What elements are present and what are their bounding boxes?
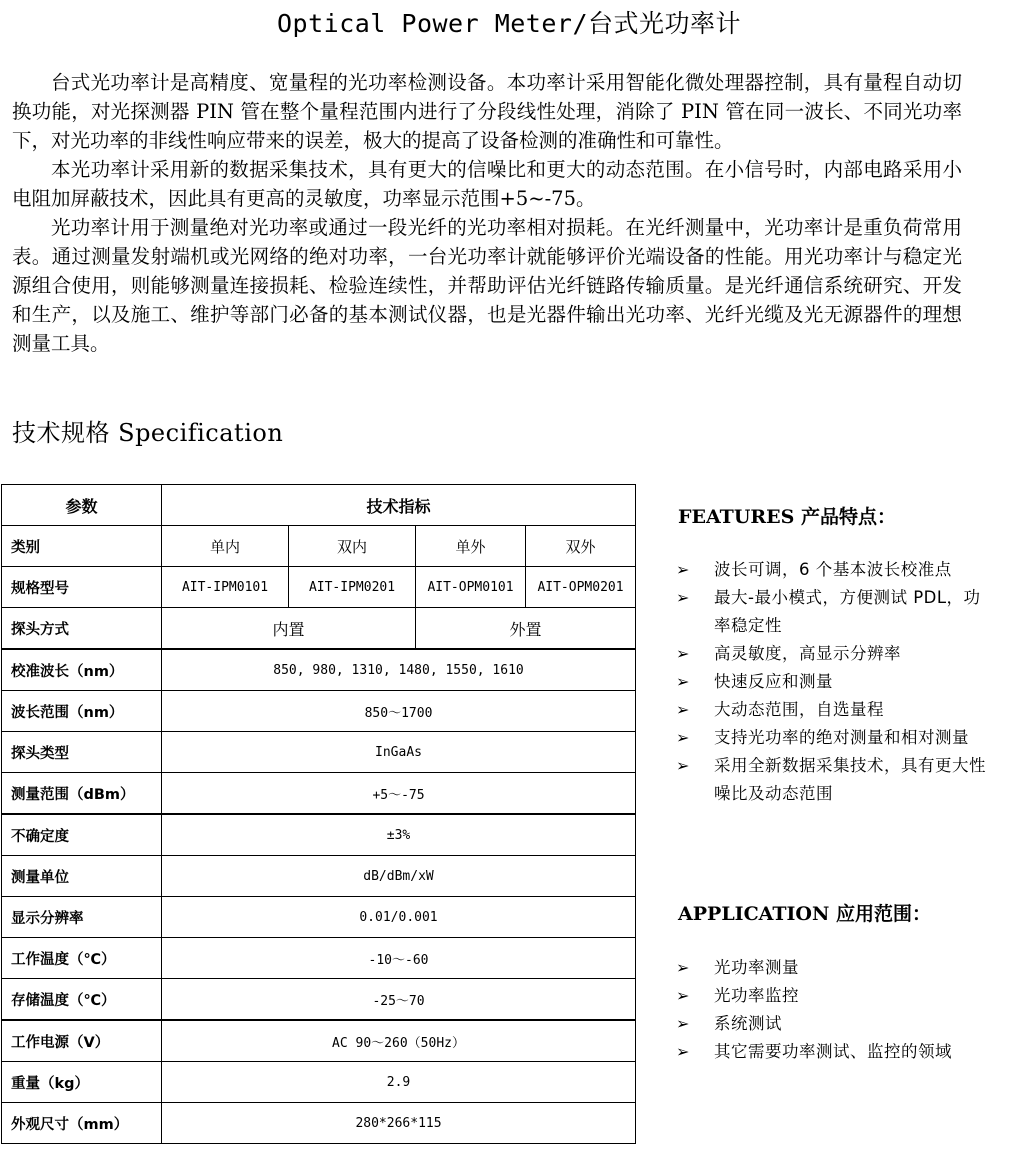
- probe-mode-cell: 内置: [162, 608, 416, 650]
- list-item: [676, 1010, 996, 1038]
- table-row: [2, 567, 636, 608]
- list-item: [676, 752, 996, 808]
- table-row: [2, 938, 636, 979]
- table-row: [2, 856, 636, 897]
- arrow-bullet-icon: ➢: [676, 700, 690, 719]
- arrow-bullet-icon: ➢: [676, 1014, 690, 1033]
- row-label: 类别: [2, 526, 162, 567]
- table-header-row: [2, 485, 636, 526]
- table-row: [2, 526, 636, 567]
- list-item-text: 光功率监控: [714, 986, 799, 1005]
- row-label: 存储温度（℃）: [2, 979, 162, 1021]
- list-item: [676, 724, 996, 752]
- list-item: [676, 556, 996, 584]
- arrow-bullet-icon: ➢: [676, 672, 690, 691]
- table-row: [2, 608, 636, 650]
- list-item: [676, 584, 996, 640]
- row-label: 显示分辨率: [2, 897, 162, 938]
- row-value: 850, 980, 1310, 1480, 1550, 1610: [162, 649, 636, 691]
- arrow-bullet-icon: ➢: [676, 1042, 690, 1061]
- row-value: 850～1700: [162, 691, 636, 732]
- list-item: [676, 696, 996, 724]
- list-item: [676, 1038, 996, 1066]
- row-value: +5～-75: [162, 773, 636, 815]
- row-value: 2.9: [162, 1062, 636, 1103]
- list-item-text: 支持光功率的绝对测量和相对测量: [714, 728, 969, 747]
- arrow-bullet-icon: ➢: [676, 958, 690, 977]
- model-cell: AIT-IPM0101: [162, 567, 289, 608]
- table-row: [2, 897, 636, 938]
- row-label: 规格型号: [2, 567, 162, 608]
- param-header: 参数: [2, 485, 162, 526]
- row-value: 0.01/0.001: [162, 897, 636, 938]
- row-label: 不确定度: [2, 814, 162, 856]
- category-cell: 单外: [416, 526, 526, 567]
- row-label: 探头方式: [2, 608, 162, 650]
- intro-paragraph: 台式光功率计是高精度、宽量程的光功率检测设备。本功率计采用智能化微处理器控制，具有量程自动切换功能，对光探测器 PIN 管在整个量程范围内进行了分段线性处理，消除了 PIN 管在同一波长、不同光功率下，对光功率的非线性响应带来的误差，极大的提高了设备检测的准确性和可靠性。: [12, 71, 962, 152]
- list-item-text: 系统测试: [714, 1014, 782, 1033]
- row-label: 工作温度（℃）: [2, 938, 162, 979]
- table-row: [2, 732, 636, 773]
- model-cell: AIT-IPM0201: [289, 567, 416, 608]
- table-row: [2, 649, 636, 691]
- list-item-text: 最大-最小模式，方便测试 PDL，功率稳定性: [714, 588, 981, 635]
- list-item: [676, 954, 996, 982]
- list-item: [676, 982, 996, 1010]
- intro-paragraph: 本光功率计采用新的数据采集技术，具有更大的信噪比和更大的动态范围。在小信号时，内部电路采用小电阻加屏蔽技术，因此具有更高的灵敏度，功率显示范围+5~-75。: [12, 158, 962, 210]
- table-row: [2, 1062, 636, 1103]
- arrow-bullet-icon: ➢: [676, 588, 690, 607]
- spec-table: [1, 484, 636, 1144]
- category-cell: 单内: [162, 526, 289, 567]
- row-value: dB/dBm/xW: [162, 856, 636, 897]
- list-item-text: 采用全新数据采集技术，具有更大性噪比及动态范围: [714, 756, 986, 803]
- list-item: [676, 640, 996, 668]
- row-label: 重量（kg）: [2, 1062, 162, 1103]
- arrow-bullet-icon: ➢: [676, 728, 690, 747]
- arrow-bullet-icon: ➢: [676, 986, 690, 1005]
- row-label: 外观尺寸（mm）: [2, 1103, 162, 1144]
- list-item: [676, 668, 996, 696]
- row-label: 工作电源（V）: [2, 1020, 162, 1062]
- probe-mode-cell: 外置: [416, 608, 636, 650]
- row-value: AC 90～260（50Hz）: [162, 1020, 636, 1062]
- category-cell: 双外: [526, 526, 636, 567]
- table-row: [2, 773, 636, 815]
- intro-text: [12, 68, 962, 358]
- table-row: [2, 1020, 636, 1062]
- table-row: [2, 1103, 636, 1144]
- spec-header: 技术指标: [162, 485, 636, 526]
- list-item-text: 快速反应和测量: [714, 672, 833, 691]
- row-value: InGaAs: [162, 732, 636, 773]
- list-item-text: 大动态范围，自选量程: [714, 700, 884, 719]
- row-value: 280*266*115: [162, 1103, 636, 1144]
- row-value: -10～-60: [162, 938, 636, 979]
- category-cell: 双内: [289, 526, 416, 567]
- list-item-text: 其它需要功率测试、监控的领域: [714, 1042, 952, 1061]
- application-heading: APPLICATION 应用范围：: [678, 903, 931, 925]
- list-item-text: 光功率测量: [714, 958, 799, 977]
- model-cell: AIT-OPM0201: [526, 567, 636, 608]
- spec-section-title: 技术规格 Specification: [12, 419, 284, 447]
- row-label: 测量范围（dBm）: [2, 773, 162, 815]
- row-label: 校准波长（nm）: [2, 649, 162, 691]
- row-label: 波长范围（nm）: [2, 691, 162, 732]
- application-list: [676, 954, 996, 1066]
- list-item-text: 波长可调，6 个基本波长校准点: [714, 560, 952, 579]
- row-value: ±3%: [162, 814, 636, 856]
- table-row: [2, 979, 636, 1021]
- list-item-text: 高灵敏度，高显示分辨率: [714, 644, 901, 663]
- model-cell: AIT-OPM0101: [416, 567, 526, 608]
- page-title: Optical Power Meter/台式光功率计: [276, 9, 742, 38]
- row-label: 探头类型: [2, 732, 162, 773]
- features-heading: FEATURES 产品特点：: [678, 506, 896, 528]
- features-list: [676, 556, 996, 808]
- arrow-bullet-icon: ➢: [676, 644, 690, 663]
- arrow-bullet-icon: ➢: [676, 560, 690, 579]
- arrow-bullet-icon: ➢: [676, 756, 690, 775]
- table-row: [2, 691, 636, 732]
- row-label: 测量单位: [2, 856, 162, 897]
- row-value: -25～70: [162, 979, 636, 1021]
- table-row: [2, 814, 636, 856]
- intro-paragraph: 光功率计用于测量绝对光功率或通过一段光纤的光功率相对损耗。在光纤测量中，光功率计是重负荷常用表。通过测量发射端机或光网络的绝对功率，一台光功率计就能够评价光端设备的性能。用光功率计与稳定光源组合使用，则能够测量连接损耗、检验连续性，并帮助评估光纤链路传输质量。是光纤通信系统研究、开发和生产，以及施工、维护等部门必备的基本测试仪器，也是光器件输出光功率、光纤光缆及光无源器件的理想测量工具。: [12, 216, 962, 355]
